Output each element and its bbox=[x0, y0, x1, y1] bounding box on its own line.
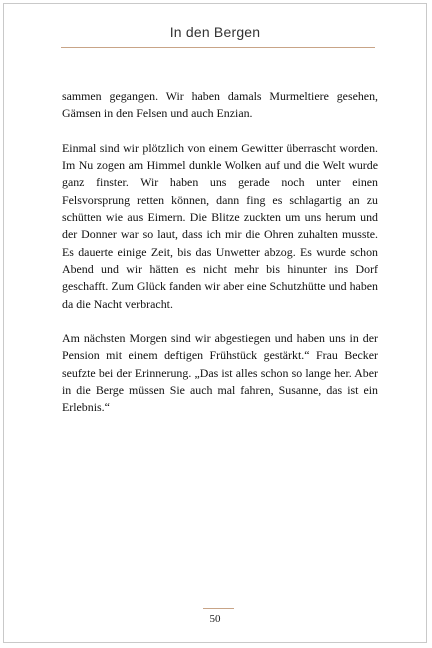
paragraph: Am nächsten Morgen sind wir abgestiegen und haben uns in der Pension mit einem deftigen Frühstück gestärkt.“ Frau Becker seufzte bei der Erinnerung. „Das ist alles schon so lange her. Aber in die Berge müssen Sie auch mal fahren, Susanne, das ist ein Erlebnis.“ bbox=[62, 331, 378, 415]
footer-rule bbox=[203, 608, 234, 609]
book-page bbox=[3, 3, 427, 643]
paragraph: sammen gegangen. Wir haben damals Murmeltiere gesehen, Gämsen in den Felsen und auch Enzian. bbox=[62, 89, 378, 121]
page-number: 50 bbox=[209, 613, 221, 625]
body-text bbox=[62, 88, 378, 417]
header-rule bbox=[61, 47, 375, 48]
running-head: In den Bergen bbox=[169, 24, 261, 40]
paragraph: Einmal sind wir plötzlich von einem Gewitter überrascht worden. Im Nu zogen am Himmel dunkle Wolken auf und die Welt wurde ganz finster. Wir haben uns gerade noch unter einen Felsvorsprung retten können, dann fing es schlagartig an zu schütten wie aus Eimern. Die Blitze zuckten um uns herum und der Donner war so laut, dass ich mir die Ohren zuhalten musste. Es dauerte einige Zeit, bis das Unwetter abzog. Es wurde schon Abend und wir hätten es nicht mehr bis hinunter ins Dorf geschafft. Zum Glück fanden wir aber eine Schutzhütte und haben da die Nacht verbracht. bbox=[62, 140, 378, 311]
